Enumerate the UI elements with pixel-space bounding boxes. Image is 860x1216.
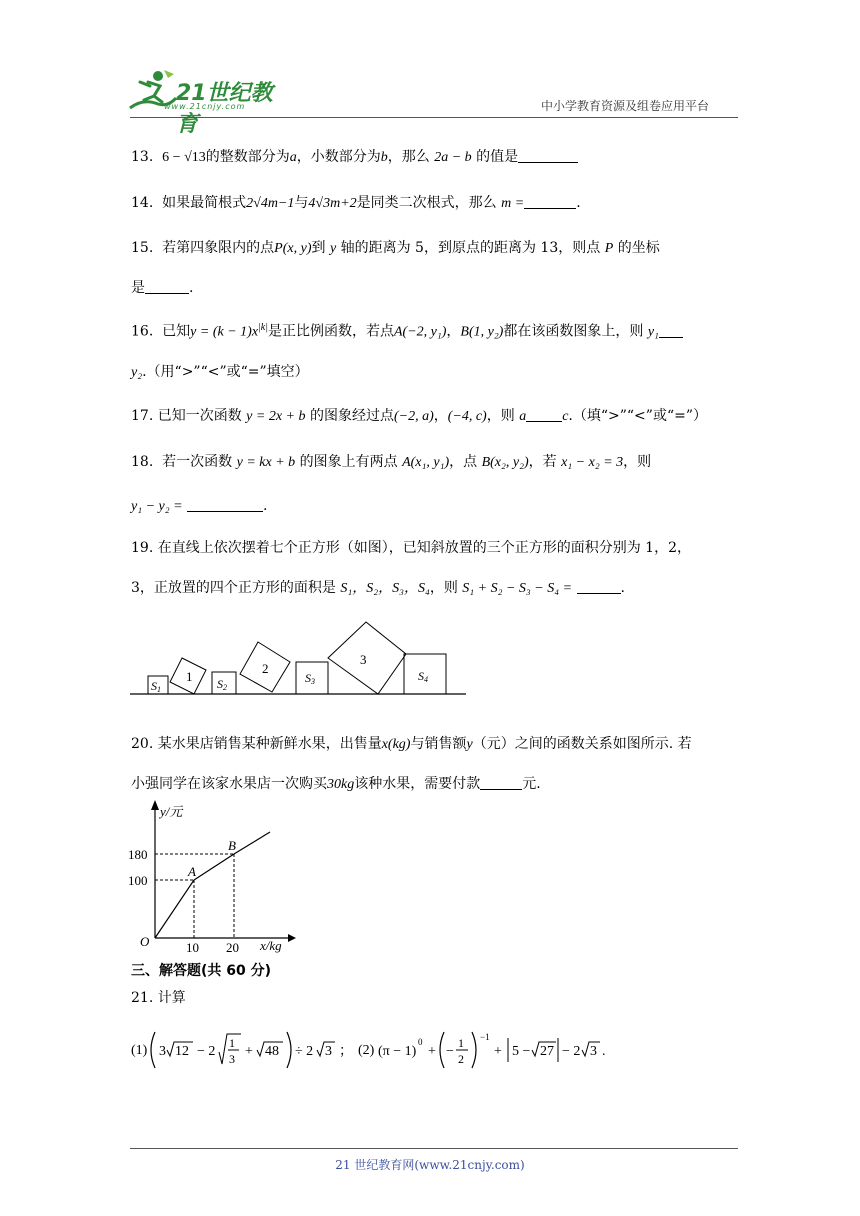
answer-blank-19 bbox=[577, 579, 621, 594]
platform-text: 中小学教育资源及组卷应用平台 bbox=[541, 99, 710, 113]
label-s2: S bbox=[217, 677, 223, 691]
svg-text:−1: −1 bbox=[480, 1032, 490, 1042]
y-tick-100: 100 bbox=[128, 873, 148, 888]
question-21: 21. 计算 bbox=[131, 990, 186, 1006]
line-segment-ab bbox=[194, 854, 234, 880]
svg-text:5 −: 5 − bbox=[512, 1044, 531, 1059]
svg-text:S3 bbox=[305, 671, 315, 686]
svg-text:S4 bbox=[418, 669, 428, 684]
square-3 bbox=[328, 622, 406, 694]
question-15: 15. 若第四象限内的点P(x, y)到 y 轴的距离为 5，到原点的距离为 13，则点 P 的坐标 bbox=[131, 240, 660, 256]
label-s2-sub: 2 bbox=[223, 683, 227, 692]
y-tick-180: 180 bbox=[128, 847, 148, 862]
section-title: 三、解答题(共 60 分) bbox=[131, 963, 272, 979]
logo-number: 21 bbox=[176, 81, 207, 106]
logo-cn: 世纪教育 bbox=[176, 81, 273, 137]
svg-text:+: + bbox=[245, 1044, 253, 1059]
svg-text:3: 3 bbox=[325, 1044, 332, 1059]
svg-text:(π − 1): (π − 1) bbox=[378, 1044, 417, 1059]
question-19: 19. 在直线上依次摆着七个正方形（如图），已知斜放置的三个正方形的面积分别为 1，2， bbox=[131, 540, 691, 556]
question-20: 20. 某水果店销售某种新鲜水果，出售量x(kg)与销售额y（元）之间的函数关系如图所示. 若 bbox=[131, 736, 692, 752]
line-segment-oa bbox=[155, 880, 194, 938]
expression-1 bbox=[149, 1030, 359, 1070]
footer-divider bbox=[130, 1148, 738, 1149]
label-2: 2 bbox=[262, 661, 269, 676]
answer-blank-16 bbox=[659, 323, 683, 338]
squares-figure bbox=[128, 618, 468, 698]
header-divider bbox=[130, 117, 738, 118]
question-16: 16. 已知$y = (k - 1)x^{|k|}$是正比例函数，若点A(−2, y₁)，B(1, y₂)都在该函数图象上，则 y₁ bbox=[131, 318, 683, 343]
footer-text[interactable]: 21 世纪教育网(www.21cnjy.com) bbox=[335, 1158, 525, 1172]
header-logo bbox=[128, 68, 288, 137]
question-16-line2: y₂.（用“>”“<”或“=”填空） bbox=[131, 364, 309, 380]
svg-text:S2 bbox=[217, 677, 227, 692]
question-20-line2: 小强同学在该家水果店一次购买30kg该种水果，需要付款 元. bbox=[131, 776, 541, 792]
question-18-line2: y₁ − y₂ = . bbox=[131, 498, 268, 514]
question-15-line2: 是 . bbox=[131, 280, 194, 296]
y-axis-label: y/元 bbox=[160, 804, 183, 819]
label-s1: S bbox=[151, 679, 157, 693]
label-s3-sub: 3 bbox=[311, 677, 315, 686]
svg-text:27: 27 bbox=[540, 1044, 554, 1059]
svg-text:1: 1 bbox=[229, 1036, 235, 1050]
expression-2 bbox=[378, 1030, 608, 1070]
label-s1-sub: 1 bbox=[157, 685, 161, 694]
question-17: 17. 已知一次函数 y = 2x + b 的图象经过点(−2, a)，(−4, c)，则 a c.（填“>”“<”或“=”） bbox=[131, 408, 707, 424]
point-a-label: A bbox=[188, 864, 196, 879]
svg-text:2: 2 bbox=[458, 1052, 464, 1066]
logo-url: www.21cnjy.com bbox=[164, 102, 246, 111]
svg-text:；: ； bbox=[339, 1043, 353, 1059]
svg-text:0: 0 bbox=[418, 1037, 423, 1047]
question-13: 13. 6 − √13的整数部分为a，小数部分为b，那么 2a − b 的值是 bbox=[131, 147, 578, 168]
origin-label: O bbox=[140, 934, 150, 949]
answer-blank-15 bbox=[145, 279, 189, 294]
answer-blank-20 bbox=[480, 775, 522, 790]
point-b-label: B bbox=[228, 838, 236, 853]
question-18: 18. 若一次函数 y = kx + b 的图象上有两点 A(x₁, y₁)，点 B(x₂, y₂)，若 x₁ − x₂ = 3，则 bbox=[131, 454, 652, 470]
question-19-line2: 3，正放置的四个正方形的面积是 S₁，S₂，S₃，S₄，则 S₁ + S₂ − S₃ − S₄ = . bbox=[131, 580, 625, 596]
svg-text:÷ 2: ÷ 2 bbox=[295, 1044, 314, 1059]
svg-text:+: + bbox=[494, 1044, 502, 1059]
label-1: 1 bbox=[186, 669, 193, 684]
svg-text:−: − bbox=[446, 1044, 454, 1059]
line-segment-beyond bbox=[234, 832, 270, 854]
svg-text:3: 3 bbox=[229, 1052, 235, 1066]
answer-blank-14 bbox=[524, 194, 576, 209]
x-tick-10: 10 bbox=[186, 940, 199, 954]
svg-text:3: 3 bbox=[590, 1044, 597, 1059]
svg-text:3: 3 bbox=[159, 1044, 166, 1059]
svg-text:− 2: − 2 bbox=[197, 1044, 216, 1059]
svg-text:1: 1 bbox=[458, 1036, 464, 1050]
svg-text:+: + bbox=[428, 1044, 436, 1059]
svg-text:12: 12 bbox=[175, 1044, 189, 1059]
x-tick-20: 20 bbox=[226, 940, 239, 954]
label-s4: S bbox=[418, 669, 424, 683]
svg-text:− 2: − 2 bbox=[562, 1044, 581, 1059]
label-s4-sub: 4 bbox=[424, 675, 428, 684]
answer-blank-18 bbox=[187, 497, 263, 512]
label-s3: S bbox=[305, 671, 311, 685]
answer-blank-17 bbox=[526, 407, 562, 422]
question-14: 14. 如果最简根式2√4m−1与4√3m+2是同类二次根式，那么 m = . bbox=[131, 195, 581, 211]
answer-blank-13 bbox=[518, 148, 578, 163]
label-3: 3 bbox=[360, 652, 367, 667]
x-axis-label: x/kg bbox=[260, 938, 282, 953]
svg-text:S1 bbox=[151, 679, 161, 694]
square-s4 bbox=[404, 654, 446, 694]
sales-graph bbox=[128, 798, 298, 954]
question-21-part2: (2) (π − 1) 0 + − 1 2 −1 + 5 − 27 − 2 3 . bbox=[358, 1030, 374, 1070]
svg-text:.: . bbox=[602, 1044, 606, 1059]
question-21-part1: (1) 3 12 − 2 1 3 + 48 ÷ 2 3 ； bbox=[131, 1030, 147, 1070]
svg-text:48: 48 bbox=[265, 1044, 279, 1059]
